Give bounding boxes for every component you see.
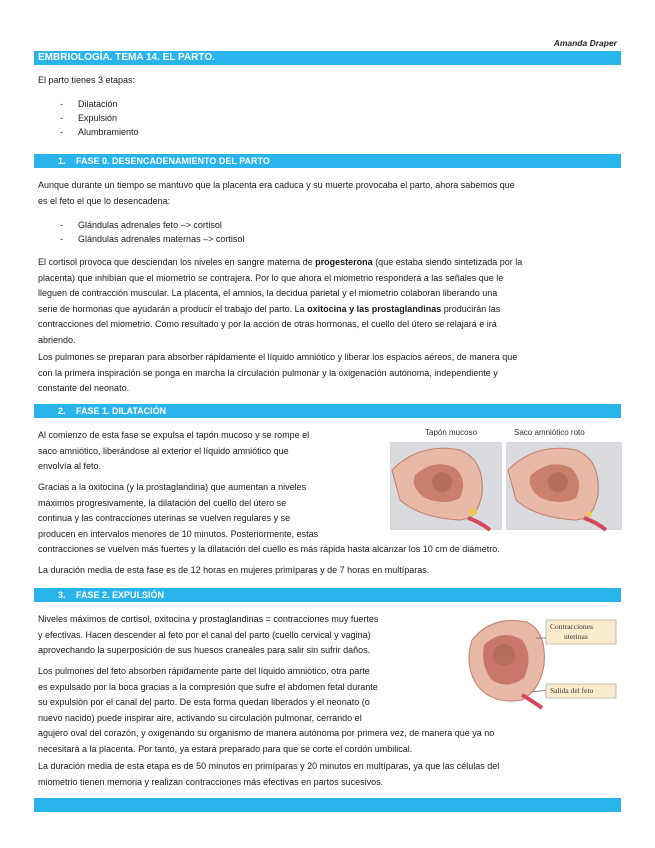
text-line: Los pulmones del feto absorben rápidamente parte del líquido amniótico, otra parte [38,666,370,676]
text-line: nuevo nacido) puede inspirar aire, activando su circulación pulmonar, cerrando el [38,712,362,723]
section-title: FASE 1. DILATACIÓN [76,406,167,416]
text-line: continua y las contracciones uterinas se vuelven regulares y se [38,513,291,523]
figure-label: Tapón mucoso [425,428,478,437]
text-line: El cortisol provoca que desciendan los niveles en sangre materna de [38,257,316,267]
text-line: abriendo. [38,334,76,345]
list-item: - Dilatación [60,98,139,112]
text-line: agujero oval del corazón, y oxigenando su organismo de manera autónoma por primera vez, de manera que ya no [38,728,495,738]
list-item: - Alumbramiento [60,126,139,140]
text-line: producirán las [441,303,501,314]
text-line: placenta) que inhibían que el miometrio se contrajera. Por lo que ahora el miometrio responderá a las señales que le [38,272,504,283]
figure-label: Salida del feto [550,686,594,695]
expulsion-illustration [462,610,622,710]
intro-text: El parto tienes 3 etapas: [38,75,136,85]
bold-term: oxitocina y las prostaglandinas [307,303,442,314]
text-line: saco amniótico, liberándose al exterior el líquido amniótico que [38,445,289,456]
text-line: constante del neonato. [38,383,130,393]
text-line: serie de hormonas que ayudarán a producir el trabajo del parto. La [38,303,308,314]
text-line: contracciones del miometrio. Como resultado y por la acción de otras hormonas, el cuello del útero se relajará e irá [38,319,497,329]
section-title: FASE 2. EXPULSIÓN [76,590,165,600]
figure-label: Contracciones [550,622,593,631]
document-title: EMBRIOLOGÍA. TEMA 14. EL PARTO. [34,51,621,65]
paragraph [38,178,515,209]
section-title: FASE 0. DESENCADENAMIENTO DEL PARTO [76,156,270,166]
text-line: Aunque durante un tiempo se mantuvo que la placenta era caduca y su muerte provocaba el parto, ahora sabemos que [38,180,515,190]
text-line: necesitará a la placenta. Por tanto, ya estará preparado para que se corte el cordón umbilical. [38,743,413,754]
list-item: - Glándulas adrenales feto –> cortisol [60,219,244,233]
section-number: 1. [58,156,66,166]
text-line: producen en intervalos menores de 10 minutos. Posteriormente, estas [38,528,319,539]
text-line: con la primera inspiración se ponga en marcha la circulación pulmonar y la oxigenación autónoma, independiente y [38,367,498,378]
list-item: - Glándulas adrenales maternas –> cortisol [60,233,244,247]
text-line: envolvía al feto. [38,461,102,471]
paragraph [38,428,309,475]
footer-bar [34,798,621,812]
text-line: Niveles máximos de cortisol, oxitocina y prostaglandinas = contracciones muy fuertes [38,614,379,624]
section-heading-fase2 [34,588,621,602]
text-line: lleguen de contracción muscular. La placenta, el amnios, la decidua parietal y el miometrio colaboran liberando una [38,288,498,298]
text-line: Los pulmones se preparan para absorber rápidamente el líquido amniótico y liberar los espacios aéreos, de manera que [38,352,518,362]
cortisol-list [60,219,244,247]
paragraph: La duración media de esta fase es de 12 horas en mujeres primíparas y de 7 horas en multíparas. [38,565,430,575]
stages-list [60,98,139,139]
paragraph [38,759,499,790]
paragraph [38,612,378,659]
section-number: 3. [58,590,66,600]
paragraph [38,255,522,348]
paragraph [38,350,517,397]
author-name: Amanda Draper [553,38,617,48]
figure-label: Saco amniótico roto [514,428,585,437]
text-line: (que estaba siendo sintetizada por la [372,257,523,267]
text-line: aprovechando la superposición de sus huesos craneales para salir sin sufrir daños. [38,645,371,655]
text-line: Gracias a la oxitocina (y la prostaglandina) que aumentan a niveles [38,482,307,492]
bold-term: progesterona [315,257,373,267]
text-line: La duración media de esta etapa es de 50 minutos en primíparas y 20 minutos en multíparas, ya que las células del [38,761,500,771]
text-line: es expulsado por la boca gracias a la compresión que sufre el abdomen fetal durante [38,681,378,692]
paragraph [38,664,494,757]
text-line: y efectivas. Hacen descender al feto por el canal del parto (cuello cervical y vagina) [38,629,371,640]
dilatation-illustration [390,428,622,530]
expulsion-diagram [462,610,622,710]
text-line: máximos progresivamente, la dilatación del cuello del útero se [38,497,287,508]
list-item: - Expulsión [60,112,139,126]
figure-label: uterinas [564,632,588,641]
section-heading-fase1 [34,404,621,418]
text-line: Al comienzo de esta fase se expulsa el tapón mucoso y se rompe el [38,430,310,440]
section-heading-fase0 [34,154,621,168]
uterus-diagram [390,440,622,532]
section-number: 2. [58,406,66,416]
text-line: miometrio tienen memoria y realizan contracciones más efectivas en partos sucesivos. [38,776,384,787]
text-line: contracciones se vuelven más fuertes y la dilatación del cuello es más rápida hasta alcanzar los 10 cm de diámetro. [38,544,500,554]
text-line: su expulsión por el canal del parto. De esta forma quedan liberados y el neonato (o [38,697,370,707]
text-line: es el feto el que lo desencadena: [38,195,171,206]
